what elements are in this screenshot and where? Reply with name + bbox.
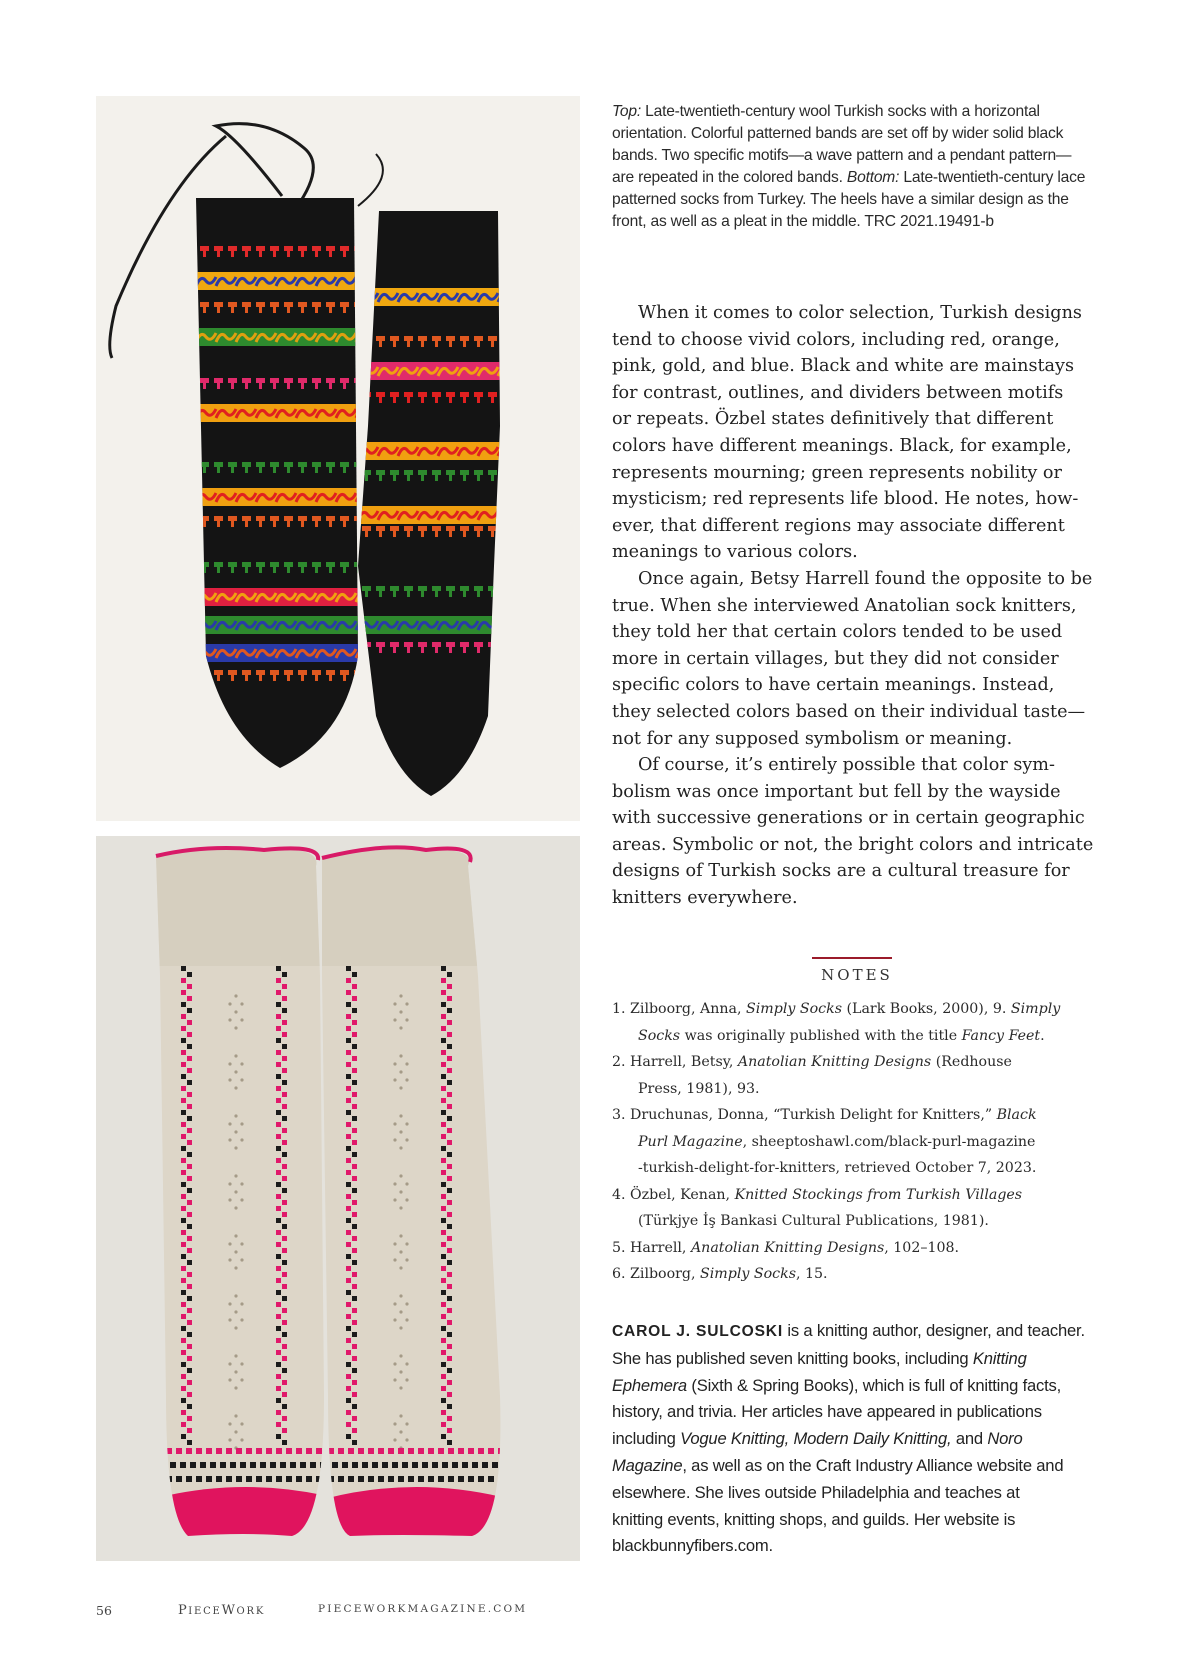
magazine-name: PIECEWORK: [178, 1603, 266, 1618]
body-line: they told her that certain colors tended to be used: [612, 622, 1063, 643]
note-1: 1. Zilboorg, Anna, Simply Socks (Lark Books, 2000), 9. Simply Socks was originally published with the title Fancy Feet.: [612, 1001, 1061, 1044]
author-bio: CAROL J. SULCOSKI is a knitting author, designer, and teacher. She has published seven knitting books, including Knitting Ephemera (Sixth & Spring Books), which is full of knitting facts, history, and trivia. Her articles have appeared in publications including Vogue Knitting, Modern Daily Knitting, and Noro Magazine, as well as on the Craft Industry Alliance website and elsewhere. She lives outside Philadelphia and teaches at knitting events, knitting shops, and guilds. Her website is blackbunnyfibers.com.: [612, 1318, 1108, 1560]
paragraph-2: [612, 566, 1102, 752]
caption-bottom-label: Bottom:: [846, 169, 900, 186]
photo-colorful-socks: [96, 96, 580, 821]
body-line: colors have different meanings. Black, for example,: [612, 435, 1072, 456]
body-line: knitters everywhere.: [612, 888, 798, 909]
body-line: represents mourning; green represents nobility or: [612, 462, 1062, 483]
notes-list: [612, 996, 1102, 1288]
body-line: mysticism; red represents life blood. He notes, how-: [612, 489, 1079, 510]
body-line: pink, gold, and blue. Black and white are mainstays: [612, 356, 1074, 377]
note-6: 6. Zilboorg, Simply Socks, 15.: [612, 1266, 828, 1282]
photo-caption: [612, 101, 1092, 233]
article-body: [612, 300, 1102, 912]
notes-title: NOTES: [821, 966, 893, 984]
right-sock: [351, 196, 518, 816]
body-line: true. When she interviewed Anatolian sock knitters,: [612, 595, 1077, 616]
body-line: meanings to various colors.: [612, 542, 858, 563]
caption-bottom-text: Late-twentieth-century lace patterned socks from Turkey. The heels have a similar design as the front, as well as a pleat in the middle. TRC 2021.19491-b: [612, 169, 1086, 230]
paragraph-3: [612, 752, 1102, 912]
body-line: When it comes to color selection, Turkish designs: [638, 303, 1082, 323]
caption-top-text: Late-twentieth-century wool Turkish socks with a horizontal orientation. Colorful patterned bands are set off by wider solid black bands. Two specific motifs—a wave pattern and a pendant pattern—are repeated in the colored bands.: [612, 103, 1072, 186]
body-line: not for any supposed symbolism or meaning.: [612, 728, 1013, 749]
body-line: for contrast, outlines, and dividers between motifs: [612, 382, 1064, 403]
body-line: ever, that different regions may associate different: [612, 515, 1065, 536]
body-line: with successive generations or in certain geographic: [612, 808, 1085, 829]
body-line: more in certain villages, but they did not consider: [612, 648, 1059, 669]
body-line: they selected colors based on their individual taste—: [612, 701, 1086, 722]
note-3: 3. Druchunas, Donna, “Turkish Delight for Knitters,” Black Purl Magazine, sheeptoshawl.com/black-purl-magazine -turkish-delight-for-knitters, retrieved October 7, 2023.: [612, 1107, 1037, 1176]
notes-rule: [812, 957, 892, 959]
photo-lace-socks: [96, 836, 580, 1561]
body-line: designs of Turkish socks are a cultural treasure for: [612, 861, 1070, 882]
page-number: 56: [96, 1603, 112, 1618]
body-line: bolism was once important but fell by the wayside: [612, 781, 1061, 802]
body-line: specific colors to have certain meanings. Instead,: [612, 675, 1055, 696]
note-2: 2. Harrell, Betsy, Anatolian Knitting Designs (Redhouse Press, 1981), 93.: [612, 1054, 1012, 1097]
note-5: 5. Harrell, Anatolian Knitting Designs, 102–108.: [612, 1239, 960, 1256]
body-line: or repeats. Özbel states definitively that different: [612, 409, 1054, 430]
author-name: CAROL J. SULCOSKI: [612, 1323, 783, 1340]
paragraph-1: [612, 300, 1102, 566]
body-line: Once again, Betsy Harrell found the opposite to be: [638, 568, 1093, 589]
body-line: tend to choose vivid colors, including red, orange,: [612, 329, 1060, 350]
body-line: Of course, it’s entirely possible that color sym-: [638, 755, 1055, 776]
caption-top-label: Top:: [612, 103, 641, 120]
body-line: areas. Symbolic or not, the bright colors and intricate: [612, 834, 1094, 855]
author-website: blackbunnyfibers.com.: [612, 1536, 773, 1556]
magazine-url: PIECEWORKMAGAZINE.COM: [318, 1603, 528, 1615]
left-sock: [186, 191, 376, 791]
note-4: 4. Özbel, Kenan, Knitted Stockings from Turkish Villages (Türkjye İş Bankasi Cultural Publications, 1981).: [612, 1186, 1023, 1229]
